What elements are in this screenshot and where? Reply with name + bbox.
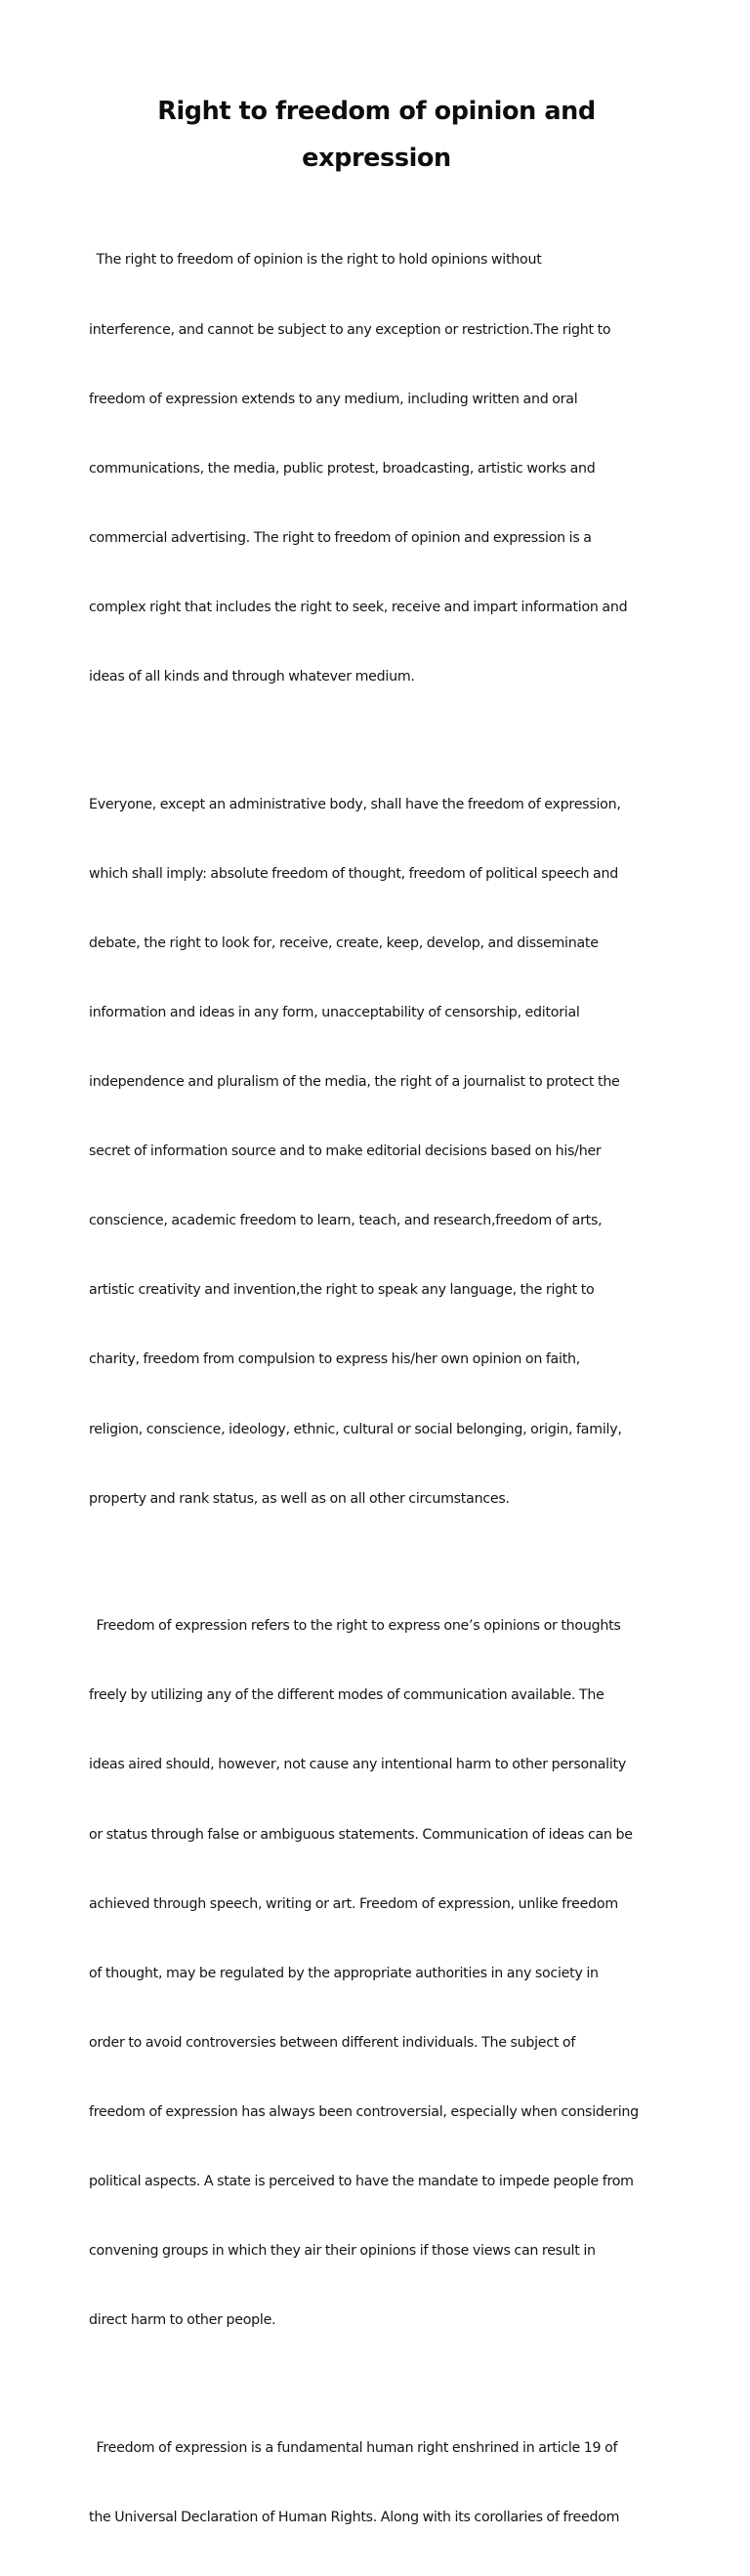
paragraph-1 bbox=[89, 203, 664, 735]
paragraph-line: secret of information source and to make editorial decisions based on his/her bbox=[89, 1143, 602, 1160]
paragraph-line: complex right that includes the right to seek, receive and impart information and bbox=[89, 599, 628, 615]
paragraph-line: or status through false or ambiguous statements. Communication of ideas can be bbox=[89, 1826, 633, 1843]
paragraph-line: artistic creativity and invention,the right to speak any language, the right to bbox=[89, 1282, 595, 1299]
paragraph-line: Everyone, except an administrative body, shall have the freedom of expression, bbox=[89, 796, 621, 812]
paragraph-line: interference, and cannot be subject to any exception or restriction.The right to bbox=[89, 321, 611, 338]
paragraph-2 bbox=[89, 747, 664, 1558]
paragraph-line: freedom of expression has always been controversial, especially when considering bbox=[89, 2103, 639, 2120]
paragraph-3 bbox=[89, 1569, 664, 2380]
paragraph-line: religion, conscience, ideology, ethnic, cultural or social belonging, origin, family, bbox=[89, 1421, 622, 1437]
paragraph-line: property and rank status, as well as on all other circumstances. bbox=[89, 1490, 510, 1507]
paragraph-line: Freedom of expression is a fundamental human right enshrined in article 19 of bbox=[89, 2439, 618, 2456]
paragraph-line: communications, the media, public protest, broadcasting, artistic works and bbox=[89, 460, 596, 477]
paragraph-4 bbox=[89, 2390, 664, 2576]
paragraph-line: freedom of expression extends to any medium, including written and oral bbox=[89, 391, 578, 407]
paragraph-line: political aspects. A state is perceived to have the mandate to impede people from bbox=[89, 2174, 634, 2190]
paragraph-line: ideas of all kinds and through whatever medium. bbox=[89, 669, 415, 686]
paragraph-line: convening groups in which they air their opinions if those views can result in bbox=[89, 2243, 596, 2260]
paragraph-line: information and ideas in any form, unacceptability of censorship, editorial bbox=[89, 1004, 580, 1020]
paragraph-line: Freedom of expression refers to the right to express one’s opinions or thoughts bbox=[89, 1618, 621, 1635]
paragraph-line: of thought, may be regulated by the appropriate authorities in any society in bbox=[89, 1965, 599, 1981]
paragraph-line: debate, the right to look for, receive, create, keep, develop, and disseminate bbox=[89, 935, 599, 951]
paragraph-line: charity, freedom from compulsion to express his/her own opinion on faith, bbox=[89, 1351, 581, 1368]
paragraph-line: achieved through speech, writing or art. Freedom of expression, unlike freedom bbox=[89, 1895, 618, 1912]
document-title: Right to freedom of opinion and expression bbox=[157, 97, 596, 173]
paragraph-line: order to avoid controversies between different individuals. The subject of bbox=[89, 2034, 576, 2051]
paragraph-line: freely by utilizing any of the different modes of communication available. The bbox=[89, 1687, 604, 1704]
paragraph-line: The right to freedom of opinion is the right to hold opinions without bbox=[89, 252, 542, 269]
paragraph-line: conscience, academic freedom to learn, teach, and research,freedom of arts, bbox=[89, 1213, 603, 1229]
paragraph-line: independence and pluralism of the media, the right of a journalist to protect the bbox=[89, 1074, 620, 1091]
paragraph-line: direct harm to other people. bbox=[89, 2312, 276, 2329]
paragraph-line: which shall imply: absolute freedom of thought, freedom of political speech and bbox=[89, 865, 618, 882]
paragraph-line: commercial advertising. The right to freedom of opinion and expression is a bbox=[89, 529, 592, 546]
paragraph-line: ideas aired should, however, not cause any intentional harm to other personality bbox=[89, 1757, 626, 1773]
paragraph-line: the Universal Declaration of Human Rights. Along with its corollaries of freedom bbox=[89, 2509, 620, 2525]
